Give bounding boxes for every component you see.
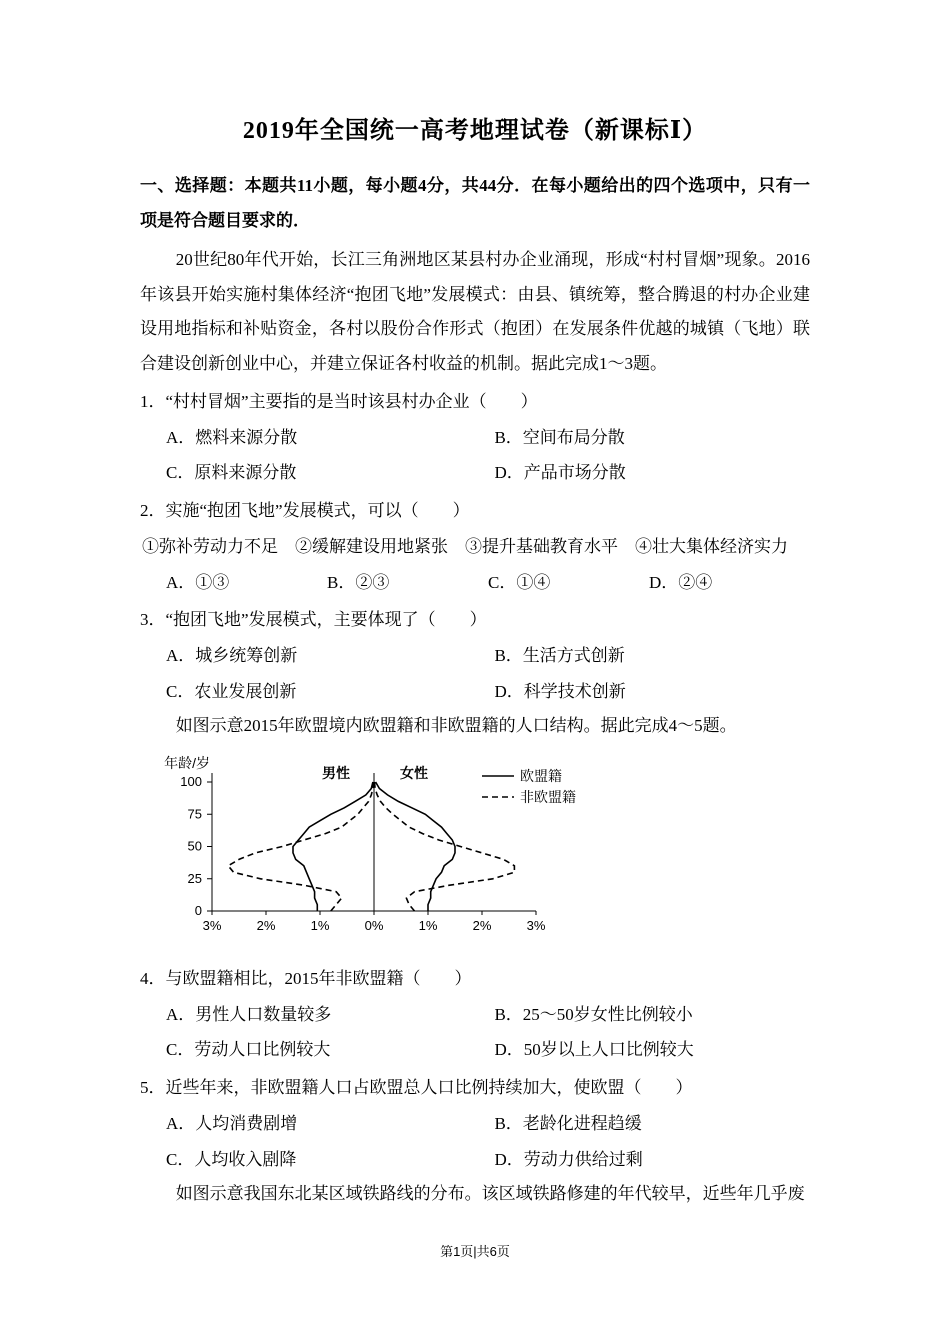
question-1 (140, 384, 810, 491)
option-b: B．25～50岁女性比例较小 (494, 1004, 693, 1024)
population-pyramid-chart (152, 754, 810, 959)
svg-text:2%: 2% (256, 918, 276, 934)
option-b: B．生活方式创新 (494, 645, 625, 665)
question-3-options (140, 638, 810, 709)
option-a: A．城乡统筹创新 (166, 645, 298, 665)
option-b: B．老龄化进程趋缓 (494, 1113, 642, 1133)
svg-text:25: 25 (187, 870, 202, 886)
option-b: B．空间布局分散 (494, 427, 625, 447)
intro-paragraph: 20世纪80年代开始，长江三角洲地区某县村办企业涌现，形成“村村冒烟”现象。2016年该县开始实施村集体经济“抱团飞地”发展模式：由县、镇统筹，整合腾退的村办企业建设用地指标和补贴资金，各村以股份合作形式（抱团）在发展条件优越的城镇（飞地）联合建设创新创业中心，并建立保证各村收益的机制。据此完成1～3题。 (140, 249, 810, 374)
svg-text:欧盟籍: 欧盟籍 (520, 768, 562, 785)
svg-text:75: 75 (187, 806, 202, 822)
option-d: D．劳动力供给过剩 (494, 1149, 643, 1169)
question-5-options (140, 1106, 810, 1177)
question-3 (140, 602, 810, 709)
option-c: C．原料来源分散 (166, 463, 297, 483)
pyramid-svg (152, 754, 712, 954)
svg-text:100: 100 (180, 774, 202, 790)
option-b: B．②③ (327, 572, 390, 592)
option-a: A．①③ (166, 572, 230, 592)
svg-text:1%: 1% (418, 918, 438, 934)
option-c: C．人均收入剧降 (166, 1149, 297, 1169)
option-d: D．产品市场分散 (494, 463, 626, 483)
question-1-options (140, 420, 810, 491)
question-1-stem: 1．“村村冒烟”主要指的是当时该县村办企业（ ） (140, 392, 538, 412)
question-3-stem: 3．“抱团飞地”发展模式，主要体现了（ ） (140, 610, 487, 630)
page-footer: 第1页|共6页 (440, 1244, 510, 1259)
section-header: 一、选择题：本题共11小题，每小题4分，共44分．在每小题给出的四个选项中，只有一项是符合题目要求的． (140, 176, 810, 230)
page-title: 2019年全国统一高考地理试卷（新课标Ⅰ） (242, 118, 708, 144)
option-c: C．农业发展创新 (166, 681, 297, 701)
option-a: A．人均消费剧增 (166, 1113, 298, 1133)
svg-text:1%: 1% (310, 918, 330, 934)
option-c: C．劳动人口比例较大 (166, 1040, 331, 1060)
option-d: D．科学技术创新 (494, 681, 626, 701)
question-2 (140, 493, 810, 600)
option-d: D．②④ (649, 572, 713, 592)
svg-text:年龄/岁: 年龄/岁 (164, 755, 210, 772)
question-4-options (140, 997, 810, 1068)
option-a: A．男性人口数量较多 (166, 1004, 332, 1024)
svg-text:0: 0 (194, 903, 202, 919)
question-2-sub-options: ①弥补劳动力不足 ②缓解建设用地紧张 ③提升基础教育水平 ④壮大集体经济实力 (142, 536, 788, 556)
svg-text:0%: 0% (364, 918, 384, 934)
option-c: C．①④ (488, 572, 551, 592)
question-5 (140, 1070, 810, 1177)
svg-text:2%: 2% (472, 918, 492, 934)
closing-paragraph: 如图示意我国东北某区域铁路线的分布。该区域铁路修建的年代较早，近些年几乎废 (175, 1184, 805, 1204)
svg-text:3%: 3% (202, 918, 222, 934)
chart-intro-paragraph: 如图示意2015年欧盟境内欧盟籍和非欧盟籍的人口结构。据此完成4～5题。 (175, 716, 737, 736)
question-4-stem: 4．与欧盟籍相比，2015年非欧盟籍（ ） (140, 969, 472, 989)
option-a: A．燃料来源分散 (166, 427, 298, 447)
option-d: D．50岁以上人口比例较大 (494, 1040, 694, 1060)
question-2-options (140, 565, 810, 601)
question-4 (140, 961, 810, 1068)
svg-text:50: 50 (187, 838, 202, 854)
svg-text:3%: 3% (526, 918, 546, 934)
svg-text:女性: 女性 (400, 765, 428, 782)
svg-text:男性: 男性 (322, 765, 350, 782)
question-2-stem: 2．实施“抱团飞地”发展模式，可以（ ） (140, 501, 470, 521)
svg-text:非欧盟籍: 非欧盟籍 (520, 789, 576, 806)
question-5-stem: 5．近些年来，非欧盟籍人口占欧盟总人口比例持续加大，使欧盟（ ） (140, 1078, 693, 1098)
